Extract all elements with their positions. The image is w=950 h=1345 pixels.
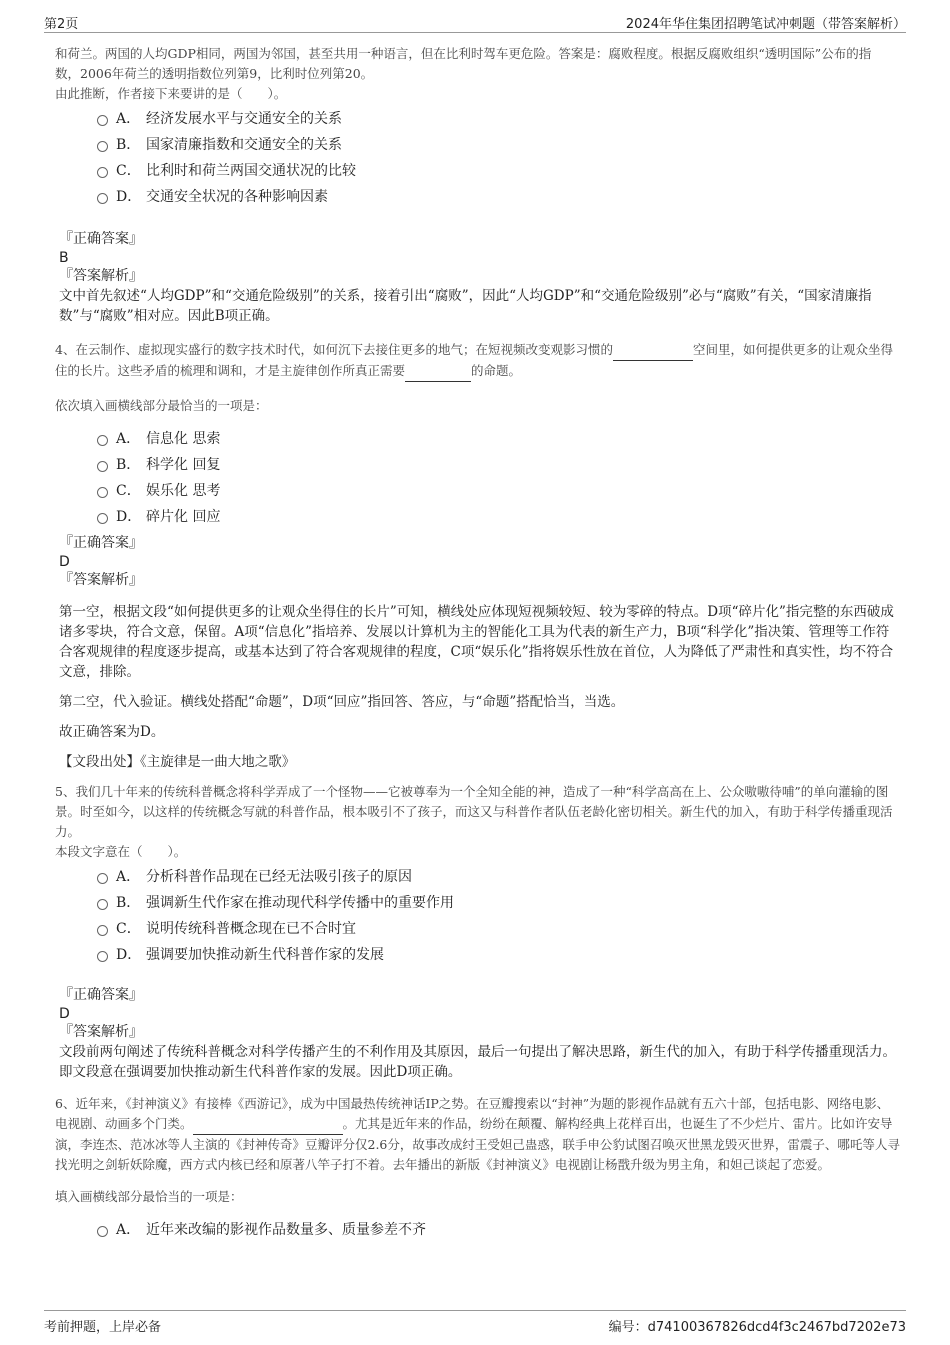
q5-options — [97, 864, 900, 968]
document-body — [55, 44, 900, 1243]
q3-option-a[interactable]: A． 经济发展水平与交通安全的关系 — [97, 106, 900, 132]
blank-line — [613, 340, 693, 361]
q3-passage: 和荷兰。两国的人均GDP相同，两国为邻国，甚至共用一种语言，但在比利时驾车更危险。答案是：腐败程度。根据反腐败组织“透明国际”公布的指数，2006年荷兰的透明指数位列第9，比利时位列第20。 — [55, 46, 872, 81]
q5-option-c[interactable]: C． 说明传统科普概念现在已不合时宜 — [97, 916, 900, 942]
q3-analysis: 文中首先叙述“人均GDP”和“交通危险级别”的关系，接着引出“腐败”，因此“人均GDP”和“交通危险级别”必与“腐败”有关，“国家清廉指数”与“腐败”相对应。因此B项正确。 — [59, 288, 872, 324]
q5-option-a[interactable]: A． 分析科普作品现在已经无法吸引孩子的原因 — [97, 864, 900, 890]
blank-line — [193, 1114, 343, 1135]
q3-option-c[interactable]: C． 比利时和荷兰两国交通状况的比较 — [97, 158, 900, 184]
q5-analysis: 文段前两句阐述了传统科普概念对科学传播产生的不利作用及其原因，最后一句提出了解决思路，新生代的加入，有助于科学传播重现活力。即文段意在强调要加快推动新生代科普作家的发展。因此D项正确。 — [59, 1044, 896, 1080]
radio-icon[interactable] — [97, 951, 108, 962]
q3-options — [97, 106, 900, 210]
q4-analysis-label: 『答案解析』 — [59, 572, 143, 588]
q5-stem: 5、我们几十年来的传统科普概念将科学弄成了一个怪物——它被尊奉为一个全知全能的神，造成了一种“科学高高在上、公众嗷嗷待哺”的单向灌输的图景。时至如今，以这样的传统概念写就的科普作品，根本吸引不了孩子，而这又与科普作者队伍老龄化密切相关。新生代的加入，有助于科学传播重现活力。 — [55, 784, 893, 839]
q5-answer-label: 『正确答案』 — [59, 987, 143, 1003]
q6-prompt: 填入画横线部分最恰当的一项是： — [55, 1189, 243, 1204]
q4-option-b[interactable]: B． 科学化 回复 — [97, 452, 900, 478]
radio-icon[interactable] — [97, 193, 108, 204]
q3-option-d[interactable]: D． 交通安全状况的各种影响因素 — [97, 184, 900, 210]
radio-icon[interactable] — [97, 115, 108, 126]
q4-options — [97, 426, 900, 530]
q3-answer-label: 『正确答案』 — [59, 231, 143, 247]
q5-option-b[interactable]: B． 强调新生代作家在推动现代科学传播中的重要作用 — [97, 890, 900, 916]
q5-analysis-label: 『答案解析』 — [59, 1024, 143, 1040]
q4-prompt: 依次填入画横线部分最恰当的一项是： — [55, 398, 268, 413]
document-title: 2024年华住集团招聘笔试冲刺题（带答案解析） — [625, 17, 906, 32]
q4-option-d[interactable]: D． 碎片化 回应 — [97, 504, 900, 530]
radio-icon[interactable] — [97, 925, 108, 936]
page-number: 第2页 — [44, 17, 79, 32]
q3-option-b[interactable]: B． 国家清廉指数和交通安全的关系 — [97, 132, 900, 158]
radio-icon[interactable] — [97, 167, 108, 178]
radio-icon[interactable] — [97, 435, 108, 446]
radio-icon[interactable] — [97, 899, 108, 910]
q4-answer: D — [59, 554, 70, 570]
blank-line — [405, 361, 471, 382]
q4-answer-label: 『正确答案』 — [59, 535, 143, 551]
page-footer — [44, 1310, 906, 1337]
q3-analysis-label: 『答案解析』 — [59, 268, 143, 284]
q4-analysis-2: 第二空，代入验证。横线处搭配“命题”，D项“回应”指回答、答应，与“命题”搭配恰当，当选。 — [59, 694, 625, 710]
q3-prompt: 由此推断，作者接下来要讲的是（ ）。 — [55, 86, 287, 101]
q6-option-a[interactable]: A． 近年来改编的影视作品数量多、质量参差不齐 — [97, 1217, 900, 1243]
q4-option-a[interactable]: A． 信息化 思索 — [97, 426, 900, 452]
q4-source: 【文段出处】《主旋律是一曲大地之歌》 — [59, 754, 296, 770]
q5-answer: D — [59, 1006, 70, 1022]
q3-answer: B — [59, 250, 69, 266]
q5-option-d[interactable]: D． 强调要加快推动新生代科普作家的发展 — [97, 942, 900, 968]
radio-icon[interactable] — [97, 141, 108, 152]
radio-icon[interactable] — [97, 873, 108, 884]
q6-options — [97, 1217, 900, 1243]
q4-option-c[interactable]: C． 娱乐化 思考 — [97, 478, 900, 504]
q4-analysis-1: 第一空，根据文段“如何提供更多的让观众坐得住的长片”可知，横线处应体现短视频较短、较为零碎的特点。D项“碎片化”指完整的东西破成诸多零块，符合文意，保留。A项“信息化”指培养、发展以计算机为主的智能化工具为代表的新生产力，B项“科学化”指决策、管理等工作符合客观规律的程度逐步提高，或基本达到了符合客观规律的程度，C项“娱乐化”指将娱乐性放在首位，人为降低了严肃性和真实性，均不符合文意，排除。 — [59, 604, 894, 680]
q4-stem: 4、在云制作、虚拟现实盛行的数字技术时代，如何沉下去接住更多的地气；在短视频改变观影习惯的 空间里，如何提供更多的让观众坐得住的长片。这些矛盾的梳理和调和，才是主旋律创作所真正需要 的命题。 — [55, 340, 900, 382]
radio-icon[interactable] — [97, 487, 108, 498]
q5-prompt: 本段文字意在（ ）。 — [55, 844, 187, 859]
q4-analysis-3: 故正确答案为D。 — [59, 724, 165, 740]
radio-icon[interactable] — [97, 461, 108, 472]
footer-slogan: 考前押题，上岸必备 — [44, 1320, 162, 1335]
radio-icon[interactable] — [97, 1226, 108, 1237]
radio-icon[interactable] — [97, 513, 108, 524]
footer-code: 编号：d74100367826dcd4f3c2467bd7202e73 — [608, 1320, 906, 1335]
q6-stem: 6、近年来，《封神演义》有接棒《西游记》，成为中国最热传统神话IP之势。在豆瓣搜索以“封神”为题的影视作品就有五六十部，包括电影、网络电影、电视剧、动画多个门类。 。尤其是近年来的作品，纷纷在颠覆、解构经典上花样百出，也诞生了不少烂片、雷片。比如许安导演，李连杰、范冰冰等人主演的《封神传奇》豆瓣评分仅2.6分，故事改成纣王受妲己蛊惑，联手申公豹试图召唤灭世黑龙毁灭世界，雷震子、哪吒等人寻找光明之剑斩妖除魔，西方式内核已经和原著八竿子打不着。去年播出的新版《封神演义》电视剧让杨戬升级为男主角，和妲己谈起了恋爱。 — [55, 1096, 900, 1172]
page-header — [44, 10, 906, 33]
